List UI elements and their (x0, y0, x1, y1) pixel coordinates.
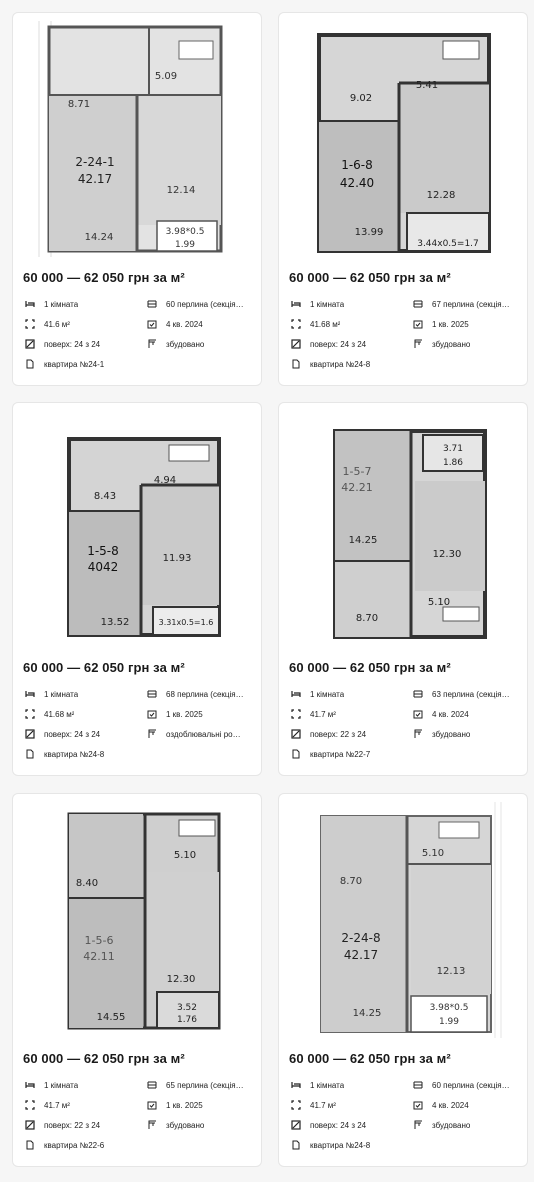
delivery-date: 4 кв. 2024 (432, 1100, 469, 1110)
plan-room-label: 5.41 (415, 80, 439, 91)
plan-room-label: 13.52 (100, 617, 130, 628)
construction-status: оздоблювальні ро… (166, 729, 241, 739)
building-name: 65 перлина (секція… (166, 1080, 244, 1090)
plan-code: 1-5-6 (84, 934, 114, 947)
crane-icon (145, 1120, 159, 1130)
apartment-number: квартира №24-8 (310, 359, 371, 369)
plan-room-label: 14.55 (96, 1012, 126, 1023)
apartment-details (23, 297, 255, 377)
plan-room-label: 3.52 (176, 1003, 198, 1013)
building-name: 60 перлина (секція… (432, 1080, 510, 1090)
apartment-details (23, 1078, 255, 1158)
rooms-count: 1 кімната (44, 299, 79, 309)
bed-icon (23, 1080, 37, 1090)
plan-room-label: 8.71 (67, 99, 91, 110)
floor-icon (23, 339, 37, 349)
plan-room-label: 4.94 (153, 475, 177, 486)
document-icon (23, 749, 37, 759)
calendar-icon (411, 709, 425, 719)
apartment-number: квартира №22-6 (44, 1140, 105, 1150)
floor-value: поверх: 22 з 24 (44, 1120, 101, 1130)
building-icon (145, 689, 159, 699)
plan-room-label: 8.70 (339, 876, 363, 887)
plan-room-label: 3.31x0.5=1.6 (158, 618, 214, 627)
bed-icon (23, 689, 37, 699)
plan-room-label: 8.43 (93, 491, 117, 502)
floor-value: поверх: 24 з 24 (310, 1120, 367, 1130)
apartment-number: квартира №24-1 (44, 359, 105, 369)
building-name: 68 перлина (секція… (166, 689, 244, 699)
rooms-count: 1 кімната (310, 299, 345, 309)
calendar-icon (411, 319, 425, 329)
area-icon (289, 709, 303, 719)
floor-value: поверх: 22 з 24 (310, 729, 367, 739)
area-value: 41.68 м² (310, 319, 341, 329)
price-per-sqm: 60 000 — 62 050 грн за м² (289, 660, 451, 675)
construction-status: збудовано (432, 1120, 471, 1130)
apartment-card[interactable] (12, 402, 262, 776)
floor-icon (289, 729, 303, 739)
floor-value: поверх: 24 з 24 (310, 339, 367, 349)
apartment-grid (12, 12, 528, 1172)
area-value: 41.68 м² (44, 709, 75, 719)
floor-plan-image (295, 802, 513, 1038)
apartment-details (23, 687, 255, 767)
apartment-details (289, 297, 521, 377)
apartment-card[interactable] (12, 12, 262, 386)
plan-area: 42.11 (83, 950, 115, 963)
plan-room-label: 5.10 (421, 848, 445, 859)
floor-plan-image (29, 411, 247, 647)
plan-room-label: 5.09 (154, 71, 178, 82)
plan-room-label: 12.30 (432, 549, 462, 560)
plan-area: 42.21 (341, 481, 373, 494)
apartment-number: квартира №24-8 (310, 1140, 371, 1150)
building-icon (411, 1080, 425, 1090)
floor-value: поверх: 24 з 24 (44, 729, 101, 739)
plan-room-label: 11.93 (162, 553, 192, 564)
area-icon (23, 709, 37, 719)
price-per-sqm: 60 000 — 62 050 грн за м² (23, 270, 185, 285)
delivery-date: 1 кв. 2025 (166, 709, 203, 719)
bed-icon (289, 689, 303, 699)
bed-icon (289, 299, 303, 309)
plan-code: 2-24-8 (341, 931, 381, 945)
construction-status: збудовано (432, 729, 471, 739)
area-value: 41.7 м² (44, 1100, 70, 1110)
floor-icon (23, 1120, 37, 1130)
area-icon (289, 1100, 303, 1110)
document-icon (289, 359, 303, 369)
plan-code: 2-24-1 (75, 155, 115, 169)
delivery-date: 1 кв. 2025 (432, 319, 469, 329)
plan-area: 4042 (87, 560, 119, 574)
plan-room-label: 13.99 (354, 227, 384, 238)
plan-area: 42.40 (339, 176, 375, 190)
apartment-number: квартира №22-7 (310, 749, 371, 759)
apartment-card[interactable] (278, 402, 528, 776)
document-icon (289, 1140, 303, 1150)
plan-room-label: 1.99 (174, 240, 196, 250)
calendar-icon (145, 319, 159, 329)
plan-room-label: 5.10 (173, 850, 197, 861)
area-value: 41.6 м² (44, 319, 70, 329)
floor-icon (289, 339, 303, 349)
plan-code: 1-6-8 (341, 158, 373, 172)
document-icon (289, 749, 303, 759)
apartment-card[interactable] (278, 793, 528, 1167)
plan-room-label: 14.25 (348, 535, 378, 546)
building-icon (145, 299, 159, 309)
crane-icon (145, 729, 159, 739)
plan-room-label: 1.99 (438, 1017, 460, 1027)
building-name: 63 перлина (секція… (432, 689, 510, 699)
area-icon (289, 319, 303, 329)
floor-plan-image (29, 802, 247, 1038)
crane-icon (411, 1120, 425, 1130)
construction-status: збудовано (166, 339, 205, 349)
document-icon (23, 1140, 37, 1150)
plan-room-label: 3.98*0.5 (165, 227, 205, 237)
plan-room-label: 1.86 (442, 458, 464, 468)
plan-room-label: 9.02 (349, 93, 373, 104)
plan-room-label: 12.14 (166, 185, 196, 196)
floor-value: поверх: 24 з 24 (44, 339, 101, 349)
price-per-sqm: 60 000 — 62 050 грн за м² (289, 1051, 451, 1066)
plan-area: 42.17 (77, 172, 113, 186)
building-icon (145, 1080, 159, 1090)
plan-room-label: 8.70 (355, 613, 379, 624)
area-icon (23, 319, 37, 329)
building-icon (411, 299, 425, 309)
crane-icon (145, 339, 159, 349)
building-icon (411, 689, 425, 699)
price-per-sqm: 60 000 — 62 050 грн за м² (23, 660, 185, 675)
area-value: 41.7 м² (310, 1100, 336, 1110)
bed-icon (23, 299, 37, 309)
building-name: 67 перлина (секція… (432, 299, 510, 309)
plan-room-label: 3.44x0.5=1.7 (417, 239, 479, 249)
floor-plan-image (29, 21, 247, 257)
rooms-count: 1 кімната (44, 1080, 79, 1090)
floor-plan-image (295, 21, 513, 257)
building-name: 60 перлина (секція… (166, 299, 244, 309)
plan-area: 42.17 (343, 948, 379, 962)
plan-code: 1-5-8 (87, 544, 119, 558)
delivery-date: 1 кв. 2025 (166, 1100, 203, 1110)
rooms-count: 1 кімната (310, 689, 345, 699)
delivery-date: 4 кв. 2024 (432, 709, 469, 719)
rooms-count: 1 кімната (44, 689, 79, 699)
construction-status: збудовано (166, 1120, 205, 1130)
document-icon (23, 359, 37, 369)
floor-icon (23, 729, 37, 739)
apartment-details (289, 687, 521, 767)
floor-plan-image (295, 411, 513, 647)
floor-icon (289, 1120, 303, 1130)
plan-room-label: 14.25 (352, 1008, 382, 1019)
area-icon (23, 1100, 37, 1110)
rooms-count: 1 кімната (310, 1080, 345, 1090)
calendar-icon (145, 709, 159, 719)
apartment-details (289, 1078, 521, 1158)
crane-icon (411, 339, 425, 349)
bed-icon (289, 1080, 303, 1090)
plan-room-label: 12.30 (166, 974, 196, 985)
apartment-card[interactable] (278, 12, 528, 386)
plan-room-label: 3.98*0.5 (429, 1003, 469, 1013)
area-value: 41.7 м² (310, 709, 336, 719)
price-per-sqm: 60 000 — 62 050 грн за м² (289, 270, 451, 285)
apartment-card[interactable] (12, 793, 262, 1167)
plan-room-label: 12.13 (436, 966, 466, 977)
delivery-date: 4 кв. 2024 (166, 319, 203, 329)
price-per-sqm: 60 000 — 62 050 грн за м² (23, 1051, 185, 1066)
plan-code: 1-5-7 (342, 465, 372, 478)
apartment-number: квартира №24-8 (44, 749, 105, 759)
construction-status: збудовано (432, 339, 471, 349)
calendar-icon (145, 1100, 159, 1110)
calendar-icon (411, 1100, 425, 1110)
plan-room-label: 1.76 (176, 1015, 198, 1025)
plan-room-label: 3.71 (442, 444, 464, 454)
plan-room-label: 5.10 (427, 597, 451, 608)
plan-room-label: 8.40 (75, 878, 99, 889)
plan-room-label: 12.28 (426, 190, 456, 201)
crane-icon (411, 729, 425, 739)
plan-room-label: 14.24 (84, 232, 114, 243)
